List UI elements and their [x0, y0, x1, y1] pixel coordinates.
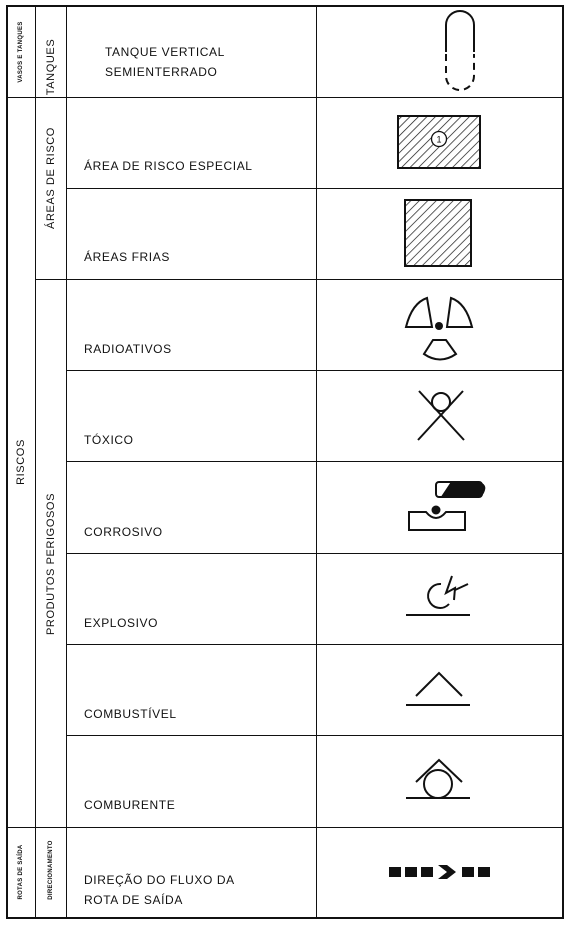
corrosive-icon [409, 482, 484, 530]
row-label-line: TANQUE VERTICAL [105, 45, 225, 59]
special-risk-badge: 1 [436, 134, 442, 145]
toxic-icon [418, 391, 464, 440]
row-label-combustible: COMBUSTÍVEL [84, 707, 177, 721]
comburent-icon [406, 760, 470, 798]
explosive-icon [406, 576, 470, 615]
row-label-cold-areas: ÁREAS FRIAS [84, 250, 170, 264]
subgroup-label-tanques: TANQUES [45, 38, 57, 96]
special-risk-area-icon [398, 116, 480, 168]
group-label-riscos: RISCOS [15, 439, 27, 485]
row-label-comburent: COMBURENTE [84, 798, 176, 812]
row-label-explosive: EXPLOSIVO [84, 616, 159, 630]
radioactive-icon [406, 298, 472, 360]
row-label-radioactive: RADIOATIVOS [84, 342, 172, 356]
cold-areas-icon [405, 200, 471, 266]
row-label-line: ROTA DE SAÍDA [84, 893, 183, 907]
subgroup-label-areas-risco: ÁREAS DE RISCO [45, 127, 57, 229]
exit-route-direction-icon [389, 865, 490, 879]
combustible-icon [406, 673, 470, 705]
row-label-toxic: TÓXICO [84, 433, 134, 447]
row-label-line: SEMIENTERRADO [105, 65, 218, 79]
group-label-vasos-tanques: VASOS E TANQUES [18, 21, 24, 83]
row-label-corrosive: CORROSIVO [84, 525, 163, 539]
row-label-special-risk-area: ÁREA DE RISCO ESPECIAL [84, 159, 253, 173]
group-label-rotas-saida: ROTAS DE SAÍDA [18, 844, 24, 900]
row-label-line: DIREÇÃO DO FLUXO DA [84, 873, 235, 887]
vertical-tank-icon [446, 11, 474, 90]
subgroup-label-direcionamento: DIRECIONAMENTO [48, 840, 54, 900]
subgroup-label-produtos-perigosos: PRODUTOS PERIGOSOS [45, 492, 57, 636]
